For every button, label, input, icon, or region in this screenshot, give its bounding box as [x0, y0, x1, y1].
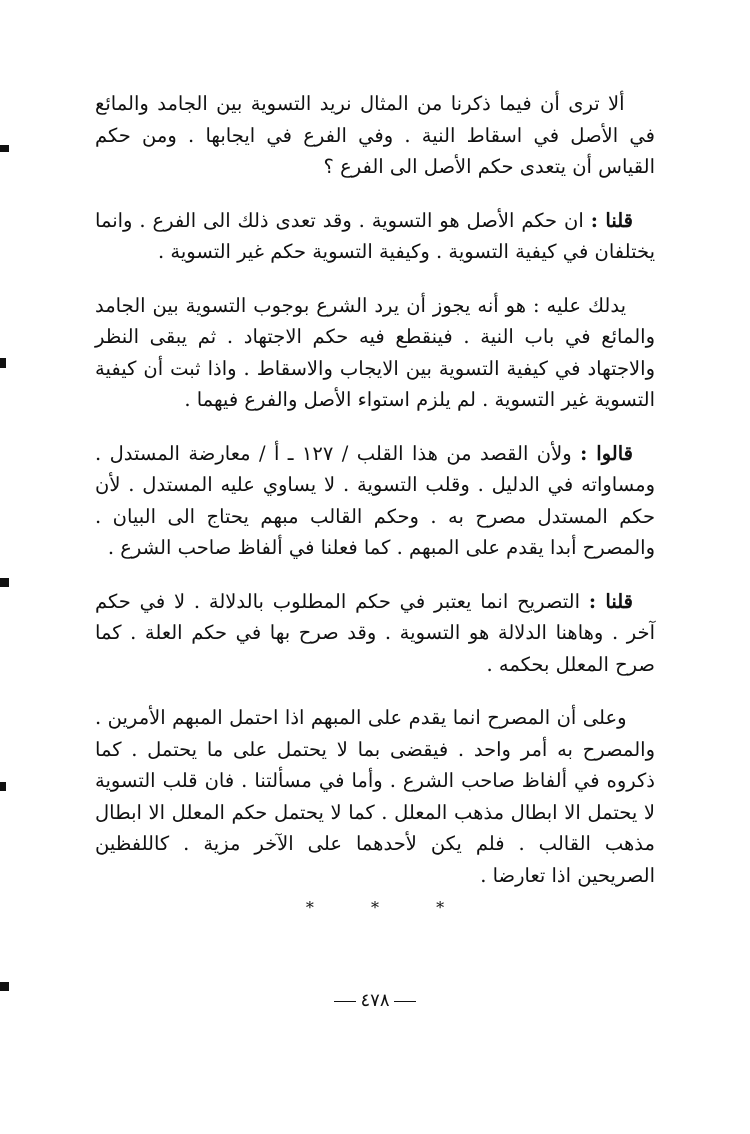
paragraph: [95, 586, 655, 681]
paragraph: [95, 88, 655, 183]
page-number-value: ٤٧٨: [360, 990, 390, 1011]
paragraph: [95, 438, 655, 564]
scan-edge-mark: [0, 145, 9, 152]
paragraph-text: التصريح انما يعتبر في حكم المطلوب بالدلالة . لا في حكم آخر . وهاهنا الدلالة هو التسوية . وقد صرح بها في حكم العلة . كما صرح المعلل بحكمه .: [95, 589, 655, 676]
scan-edge-mark: [0, 982, 9, 991]
paragraph: [95, 290, 655, 416]
paragraph-text: وعلى أن المصرح انما يقدم على المبهم اذا احتمل المبهم الأمرين . والمصرح به أمر واحد . فيقضى بما لا يحتمل على ما يحتمل . كما ذكروه في ألفاظ صاحب الشرع . وأما في مسألتنا . فان قلب التسوية لا يحتمل الا ابطال مذهب المعلل . كما لا يحتمل حكم المعلل الا ابطال مذهب القالب . فلم يكن لأحدهما على الآخر مزية . كاللفظين الصريحين اذا تعارضا .: [95, 706, 655, 887]
scan-edge-mark: [0, 358, 6, 368]
section-separator: * * *: [305, 898, 471, 917]
scan-edge-mark: [0, 782, 6, 791]
paragraph-text: ألا ترى أن فيما ذكرنا من المثال نريد التسوية بين الجامد والمائع في الأصل في اسقاط النية . وفي الفرع في ايجابها . ومن حكم القياس أن يتعدى حكم الأصل الى الفرع ؟: [95, 92, 655, 178]
paragraph-text: ان حكم الأصل هو التسوية . وقد تعدى ذلك الى الفرع . وانما يختلفان في كيفية التسوية . وكيفية التسوية حكم غير التسوية .: [95, 208, 655, 263]
paragraph-text: ولأن القصد من هذا القلب / ١٢٧ ـ أ / معارضة المستدل . ومساواته في الدليل . وقلب التسوية . لا يساوي عليه المستدل . لأن حكم المستدل مصرح به . وحكم القالب مبهم يحتاج الى البيان . والمصرح أبدا يقدم على المبهم . كما فعلنا في ألفاظ صاحب الشرع .: [95, 441, 655, 559]
paragraph: [95, 205, 655, 268]
scan-edge-mark: [0, 578, 9, 587]
paragraph-lead: قلنا :: [588, 589, 634, 613]
paragraph-lead: قالوا :: [580, 441, 633, 465]
paragraph-text: يدلك عليه : هو أنه يجوز أن يرد الشرع بوجوب التسوية بين الجامد والمائع في باب النية . فينقطع فيه حكم الاجتهاد . ثم يبقى النظر والاجتهاد في كيفية التسوية بين الايجاب والاسقاط . واذا ثبت أن كيفية التسوية غير التسوية . لم يلزم استواء الأصل والفرع فيهما .: [95, 293, 655, 411]
dash-left: [394, 1001, 416, 1002]
paragraph: [95, 702, 655, 891]
page-number: [0, 990, 750, 1011]
paragraph-lead: قلنا :: [590, 208, 633, 232]
body-text: [95, 88, 655, 913]
dash-right: [334, 1001, 356, 1002]
